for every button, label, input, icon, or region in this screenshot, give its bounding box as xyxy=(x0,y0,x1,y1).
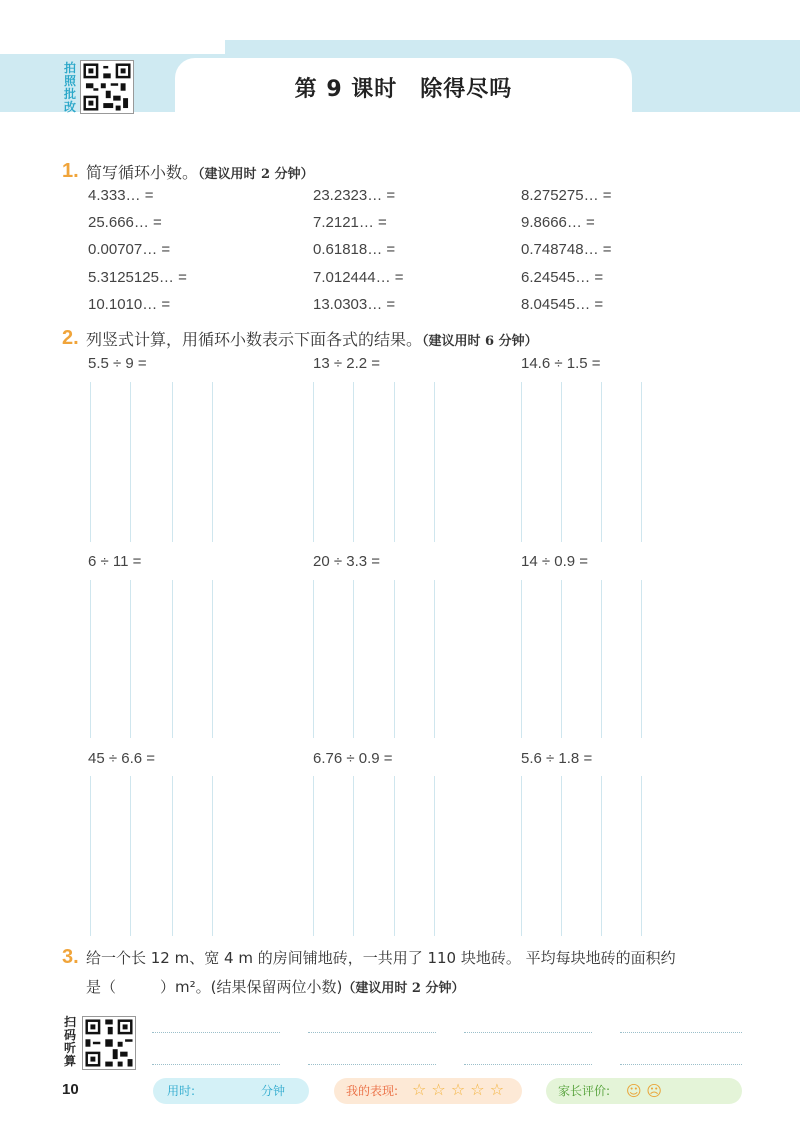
q2-item: 45 ÷ 6.6 = xyxy=(88,750,156,767)
side-char: 改 xyxy=(63,100,76,114)
answer-dotted-line xyxy=(464,1032,592,1033)
work-guide-line xyxy=(521,382,522,542)
work-guide-line xyxy=(561,382,562,542)
q3-line2-start: 是（ xyxy=(86,978,117,996)
work-guide-line xyxy=(130,382,131,542)
q1-item: 0.748748… = xyxy=(521,241,612,258)
side-char: 码 xyxy=(63,1028,76,1042)
qr-code-icon xyxy=(83,1017,135,1069)
work-guide-line xyxy=(394,382,395,542)
q2-item: 6 ÷ 11 = xyxy=(88,553,142,570)
parent-review-pill xyxy=(546,1078,742,1104)
q3-line2 xyxy=(86,976,464,997)
work-guide-line xyxy=(641,382,642,542)
q2-hint: （建议用时 6 分钟） xyxy=(422,334,538,349)
work-guide-line xyxy=(434,580,435,738)
face-rating-icon[interactable]: ☺ ☹ xyxy=(626,1082,663,1100)
q1-item: 23.2323… = xyxy=(313,187,396,204)
work-guide-line xyxy=(641,580,642,738)
side-char: 听 xyxy=(63,1041,76,1055)
q2-item: 6.76 ÷ 0.9 = xyxy=(313,750,393,767)
side-char: 照 xyxy=(63,74,76,88)
scan-listen-label xyxy=(62,1016,78,1068)
q1-text: 简写循环小数。 xyxy=(86,163,199,182)
page-number: 10 xyxy=(62,1081,79,1098)
q2-item: 13 ÷ 2.2 = xyxy=(313,355,381,372)
q1-item: 0.61818… = xyxy=(313,241,396,258)
answer-dotted-line xyxy=(152,1032,280,1033)
work-guide-line xyxy=(313,776,314,936)
q1-item: 7.012444… = xyxy=(313,269,404,286)
q2-item: 14.6 ÷ 1.5 = xyxy=(521,355,601,372)
parent-review-label: 家长评价: xyxy=(558,1084,611,1098)
q2-item: 5.6 ÷ 1.8 = xyxy=(521,750,593,767)
work-guide-line xyxy=(90,580,91,738)
q1-item: 8.275275… = xyxy=(521,187,612,204)
answer-dotted-line xyxy=(152,1064,280,1065)
work-guide-line xyxy=(521,580,522,738)
q1-item: 10.1010… = xyxy=(88,296,171,313)
q1-item: 7.2121… = xyxy=(313,214,387,231)
answer-dotted-line xyxy=(308,1032,436,1033)
q1-item: 5.3125125… = xyxy=(88,269,187,286)
q1-item: 4.333… = xyxy=(88,187,154,204)
page-title: 第 9 课时 除得尽吗 xyxy=(294,77,513,102)
side-char: 批 xyxy=(63,87,76,101)
q1-item: 6.24545… = xyxy=(521,269,604,286)
star-rating-icon[interactable]: ☆ ☆ ☆ ☆ ☆ xyxy=(412,1080,505,1099)
q1-number: 1. xyxy=(62,160,79,182)
performance-label: 我的表现: xyxy=(346,1084,399,1098)
q3-line2-end: ）m²。(结果保留两位小数) xyxy=(160,978,343,996)
work-guide-line xyxy=(212,776,213,936)
side-char: 扫 xyxy=(63,1015,76,1029)
work-guide-line xyxy=(172,776,173,936)
answer-dotted-line xyxy=(464,1064,592,1065)
q3-hint: （建议用时 2 分钟） xyxy=(342,981,465,996)
q2-item: 20 ÷ 3.3 = xyxy=(313,553,381,570)
side-char: 拍 xyxy=(63,61,76,75)
work-guide-line xyxy=(172,580,173,738)
work-guide-line xyxy=(90,382,91,542)
work-guide-line xyxy=(601,580,602,738)
work-guide-line xyxy=(641,776,642,936)
work-guide-line xyxy=(353,382,354,542)
q1-item: 25.666… = xyxy=(88,214,162,231)
answer-dotted-line xyxy=(620,1032,742,1033)
work-guide-line xyxy=(313,580,314,738)
work-guide-line xyxy=(212,382,213,542)
work-guide-line xyxy=(394,580,395,738)
work-guide-line xyxy=(172,382,173,542)
work-guide-line xyxy=(212,580,213,738)
time-unit: 分钟 xyxy=(261,1084,286,1098)
time-used-pill xyxy=(153,1078,309,1104)
answer-dotted-line xyxy=(308,1064,436,1065)
qr-code-top[interactable] xyxy=(80,60,134,114)
q2-text: 列竖式计算，用循环小数表示下面各式的结果。 xyxy=(86,330,423,349)
time-input[interactable] xyxy=(213,1078,257,1104)
qr-code-icon xyxy=(81,61,133,113)
work-guide-line xyxy=(434,776,435,936)
work-guide-line xyxy=(561,776,562,936)
q1-instruction xyxy=(86,160,314,183)
q2-item: 5.5 ÷ 9 = xyxy=(88,355,147,372)
q3-line1: 给一个长 12 m、宽 4 m 的房间铺地砖，一共用了 110 块地砖。 平均每块地砖的面积约 xyxy=(86,949,676,967)
work-guide-line xyxy=(601,776,602,936)
qr-code-bottom[interactable] xyxy=(82,1016,136,1070)
q2-item: 14 ÷ 0.9 = xyxy=(521,553,589,570)
work-guide-line xyxy=(353,776,354,936)
work-guide-line xyxy=(90,776,91,936)
side-char: 算 xyxy=(63,1054,76,1068)
time-label: 用时: xyxy=(167,1084,196,1098)
answer-dotted-line xyxy=(620,1064,742,1065)
q1-item: 8.04545… = xyxy=(521,296,604,313)
q1-item: 13.0303… = xyxy=(313,296,396,313)
work-guide-line xyxy=(394,776,395,936)
q1-item: 9.8666… = xyxy=(521,214,595,231)
header-band-notch xyxy=(0,40,225,54)
work-guide-line xyxy=(130,580,131,738)
q2-instruction xyxy=(86,327,538,350)
work-guide-line xyxy=(313,382,314,542)
work-guide-line xyxy=(601,382,602,542)
work-guide-line xyxy=(434,382,435,542)
q2-number: 2. xyxy=(62,327,79,349)
work-guide-line xyxy=(353,580,354,738)
q3-number: 3. xyxy=(62,946,79,968)
work-guide-line xyxy=(561,580,562,738)
work-guide-line xyxy=(130,776,131,936)
q1-hint: （建议用时 2 分钟） xyxy=(198,167,314,182)
work-guide-line xyxy=(521,776,522,936)
q1-item: 0.00707… = xyxy=(88,241,171,258)
performance-pill xyxy=(334,1078,522,1104)
photo-grade-label xyxy=(62,62,78,114)
